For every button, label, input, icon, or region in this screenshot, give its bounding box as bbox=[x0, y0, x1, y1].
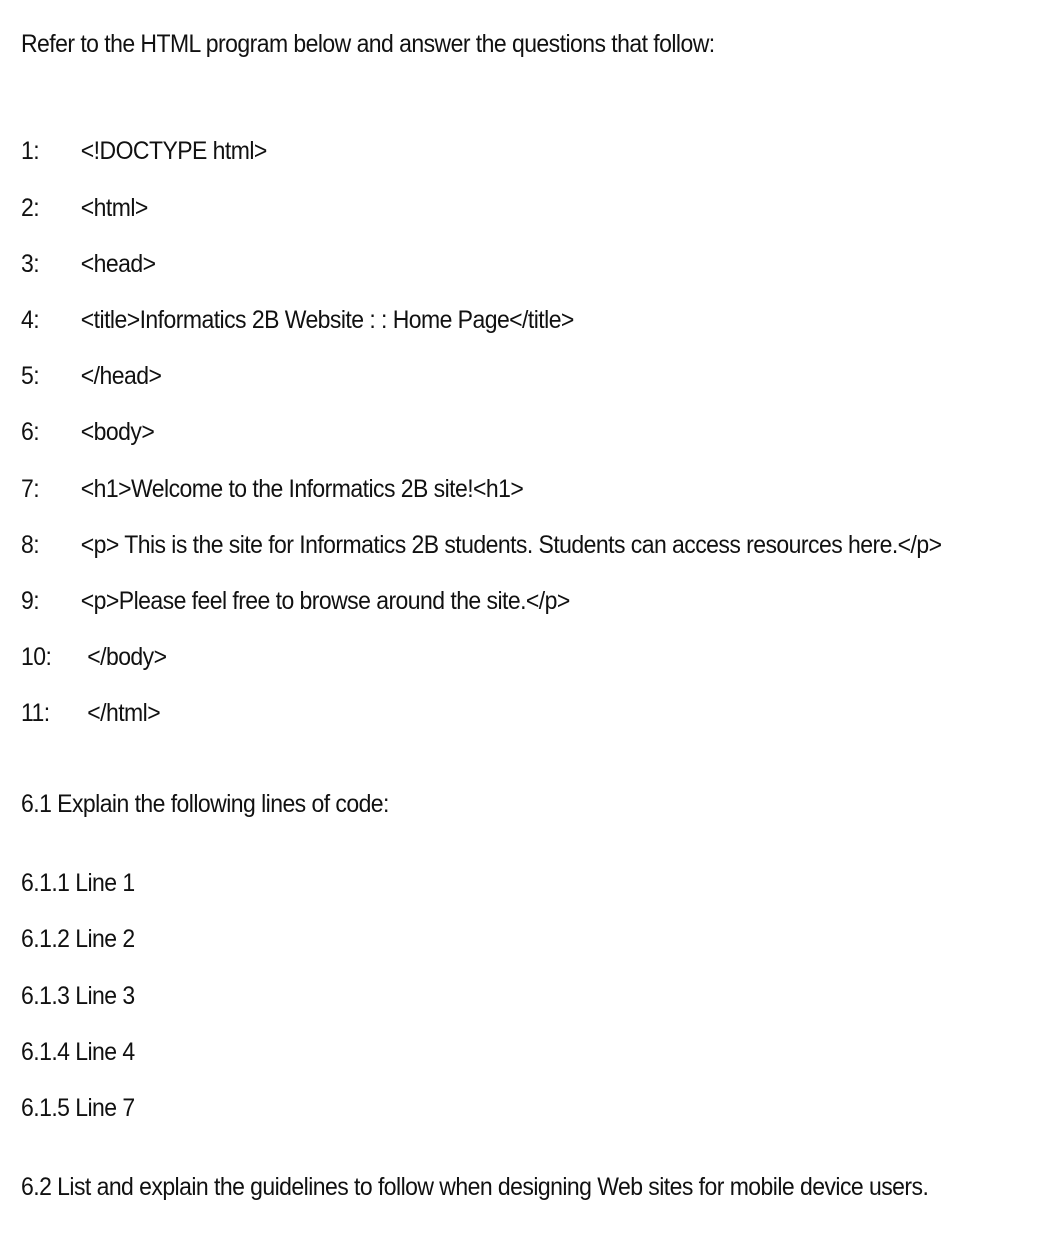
subquestion-6-1-5: 6.1.5 Line 7 bbox=[21, 1094, 135, 1122]
line-number: 5: bbox=[21, 362, 40, 390]
line-code: <html> bbox=[80, 194, 148, 222]
line-code: <body> bbox=[80, 418, 155, 446]
line-number: 4: bbox=[21, 306, 40, 334]
code-line-4 bbox=[21, 304, 574, 336]
line-code: <p> This is the site for Informatics 2B students. Students can access resources here.</p> bbox=[80, 531, 942, 559]
code-line-11 bbox=[21, 697, 160, 729]
line-code: <title>Informatics 2B Website : : Home Page</title> bbox=[80, 306, 574, 334]
line-code: <h1>Welcome to the Informatics 2B site!<h1> bbox=[80, 475, 524, 503]
line-number: 6: bbox=[21, 418, 40, 446]
line-number: 8: bbox=[21, 531, 40, 559]
subquestion-6-1-3: 6.1.3 Line 3 bbox=[21, 982, 135, 1010]
line-number: 7: bbox=[21, 475, 40, 503]
line-number: 9: bbox=[21, 587, 40, 615]
code-line-3 bbox=[21, 248, 156, 280]
question-6-1: 6.1 Explain the following lines of code: bbox=[21, 790, 389, 818]
line-code: </head> bbox=[80, 362, 162, 390]
code-line-5 bbox=[21, 360, 161, 392]
line-number: 10: bbox=[21, 643, 52, 671]
code-line-7 bbox=[21, 473, 523, 505]
line-code: </html> bbox=[87, 699, 161, 727]
code-line-1 bbox=[21, 135, 267, 167]
subquestion-6-1-1: 6.1.1 Line 1 bbox=[21, 869, 135, 897]
code-line-6 bbox=[21, 416, 154, 448]
intro-text: Refer to the HTML program below and answer the questions that follow: bbox=[21, 30, 715, 58]
question-6-2: 6.2 List and explain the guidelines to follow when designing Web sites for mobile device users. bbox=[21, 1173, 929, 1201]
subquestion-6-1-4: 6.1.4 Line 4 bbox=[21, 1038, 135, 1066]
line-code: <head> bbox=[80, 250, 156, 278]
line-number: 1: bbox=[21, 137, 40, 165]
line-code: <p>Please feel free to browse around the site.</p> bbox=[80, 587, 570, 615]
code-line-10 bbox=[21, 641, 167, 673]
subquestion-6-1-2: 6.1.2 Line 2 bbox=[21, 925, 135, 953]
code-line-2 bbox=[21, 192, 148, 224]
line-code: <!DOCTYPE html> bbox=[80, 137, 267, 165]
line-number: 3: bbox=[21, 250, 40, 278]
code-line-8 bbox=[21, 529, 942, 561]
code-line-9 bbox=[21, 585, 570, 617]
line-number: 2: bbox=[21, 194, 40, 222]
line-code: </body> bbox=[87, 643, 167, 671]
line-number: 11: bbox=[21, 699, 50, 727]
